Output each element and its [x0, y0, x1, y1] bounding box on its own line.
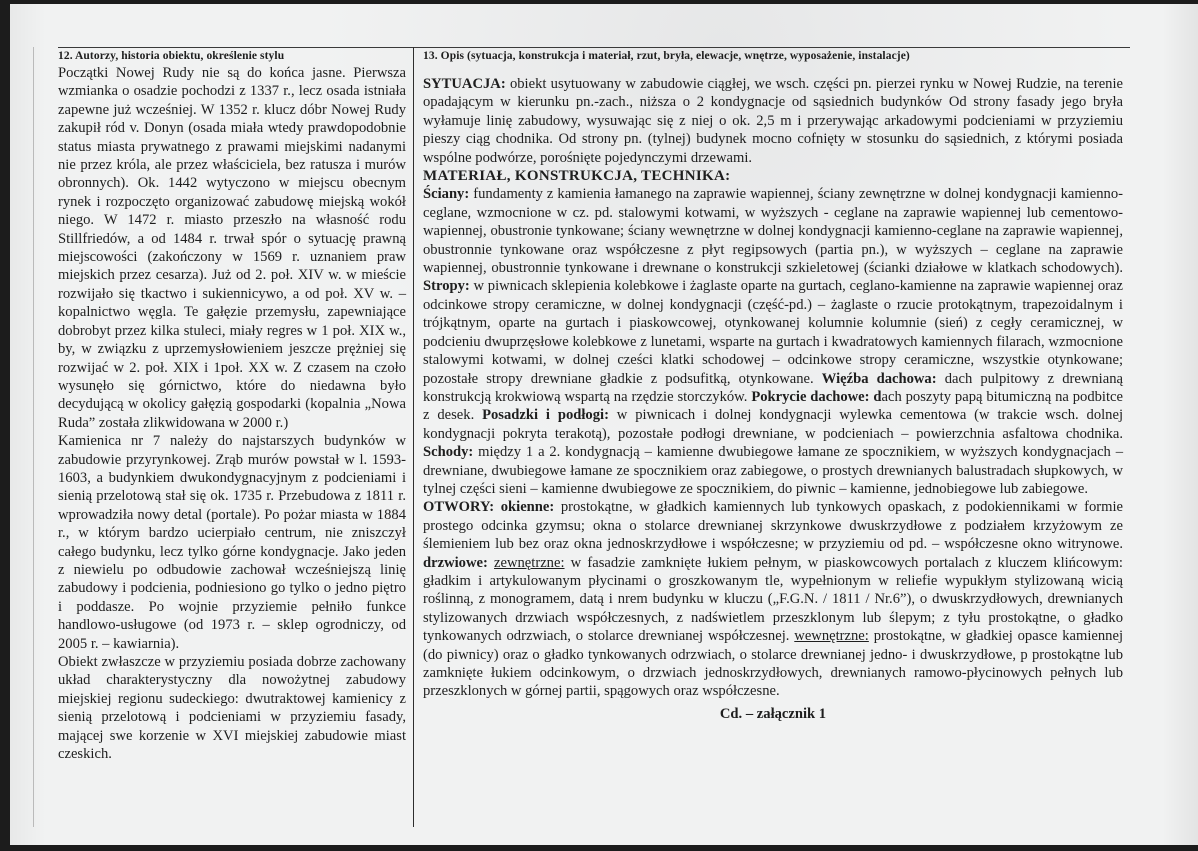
continued-attachment-note: Cd. – załącznik 1	[719, 705, 827, 722]
situation-text: obiekt usytuowany w zabudowie ciągłej, we wsch. części pn. pierzei rynku w Nowej Rudzie, na terenie opadającym w kierunku pn.-zach., niższa o 2 kondygnacje od sąsiednich budynków Od strony fasady jego bryła wyłamuje linię zabudowy, wysuwając się z niej o ok. 2,5 m i przerywając arkadowymi podcieniami w przyziemiu pieszy ciąg chodnika. Od strony pn. (tylnej) budynek mocno cofnięty w stosunku do sąsiednich, z którymi posiada wspólne podwórze, porośnięte pojedynczymi drzewami.	[423, 76, 1123, 166]
ceilings-text: w piwnicach sklepienia kolebkowe i żaglaste oparte na gurtach, ceglano-kamienne na zaprawie wapiennej oraz odcinkowe stropy ceramiczne, w dolnej kondygnacji (część-pd.) – żaglaste o rzucie protokątnym, trapezoidalnym i trójkątnym, oparte na gurtach i piaskowcowej, otynkowanej kolumnie kolumnie (sień) z cegły ceramicznej, w podcieniu dwuprzęsłowe kolebkowe z lunetami, wsparte na gurtach i kwadratowych kamiennych filarach, wzmocnione stalowymi kotwami, w dolnej cześci klatki schodowej – odcinkowe stropy ceramiczne, wszystkie otynkowane; pozostałe stropy drewniane gładkie z podsufitką, otynkowane.	[423, 278, 1123, 387]
doors-label: drzwiowe:	[423, 554, 488, 571]
exterior-doors-text: w fasadzie zamknięte łukiem pełnym, w piaskowcowych portalach z kluczem klińcowym: gładkim i artykulowanym płycinami o groszkowanym tle, wypełnionym w reliefie wypukłym stylizowaną wicią roślinną, z monogramem, datą i nrem budynku w kluczu („F.G.N. / 1811 / Nr.6”), o dwuskrzydłowych, drewnianych stylizowanych drzwiach współczesnych, z nadświetlem przeszklonym lub ślepym; z tyłu prostokątne, o gładko tynkowanych odrzwiach, o stolarce drewnianej współczesnej.	[423, 554, 1123, 645]
walls-label: Ściany:	[423, 186, 470, 203]
section-13-title: 13. Opis (sytuacja, konstrukcja i materiał, rzut, bryła, elewacje, wnętrze, wyposażenie, instalacje)	[423, 50, 910, 62]
section-13-description	[423, 49, 1123, 738]
table-top-border	[58, 47, 1130, 48]
ceilings-label: Stropy:	[423, 278, 470, 295]
section-12-history	[58, 49, 406, 763]
roof-covering-label: Pokrycie dachowe: d	[751, 388, 882, 405]
situation-label: SYTUACJA:	[423, 76, 506, 92]
situation-paragraph	[423, 75, 1123, 167]
interior-doors-text: prostokątne, w gładkiej opasce kamiennej (do piwnicy) oraz o gładko tynkowanych odrzwiach, o stolarce drewnianej jedno- i dwuskrzydłowe, p prostokątne lub zamknięte łukiem odcinkowym, o drzwiach jednoskrzydłowych, drewnianych ramowo-płycinowych pełnych lub przeszklonych w górnej partii, spągowych oraz współczesne.	[423, 628, 1124, 700]
roof-covering-text: ach poszyty papą bitumiczną na podbitce z desek.	[423, 388, 1123, 424]
interior-doors-label: wewnętrzne:	[794, 628, 869, 645]
stairs-label: Schody:	[423, 444, 474, 461]
section-12-title: 12. Autorzy, historia obiektu, określenie stylu	[58, 50, 285, 62]
walls-text: fundamenty z kamienia łamanego na zaprawie wapiennej, ściany zewnętrzne w dolnej kondygnacji kamienno-ceglane, wzmocnione w cz. pd. stalowymi kotwami, w wyższych - ceglane na zaprawie wapiennej lub cementowo-wapiennej, obustronie tynkowane; ściany wewnętrzne w dolnej kondygnacji kamienno-ceglane na zaprawie wapiennej, obustronnie tynkowane oraz współczesne z płyt regipsowych (partia pn.), w wyższych – ceglane na zaprawie wapiennej, obustronnie tynkowane i drewnane o konstrukcji szkieletowej (ścianki działowe w klatkach schodowych).	[423, 186, 1123, 277]
history-paragraph-building: Kamienica nr 7 należy do najstarszych budynków w zabudowie przyrynkowej. Zrąb murów powstał w l. 1593-1603, a budynkiem dwukondygnacyjnym z podcieniami i sienią przelotową stał się ok. 1735 r. Przebudowa z 1811 r. wprowadziła nowy detal (portale). Po pożar miasta w 1884 r., w którym bardzo ucierpiało centrum, nie zniszczył całego budynku, lecz tylko górne kondygnacje. Jako jeden z niewielu po odbudowie zachował wcześniejszą linię zabudowy i podcienia, podniesiono go tylko o jedno piętro i poddasze. Po wojnie przyziemie pełniło funkce handlowo-usługowe (od 1973 r. – sklep ogrodniczy, od 2005 r. – kawiarnia).	[58, 433, 406, 652]
floors-label: Posadzki i podłogi:	[482, 407, 609, 424]
roof-truss-label: Więźba dachowa:	[821, 370, 937, 387]
windows-text: prostokątne, w gładkich kamiennych lub tynkowych opaskach, z podokiennikami w formie prostego odcinka gzymsu; okna o stolarce drewnianej skrzynkowe dwuskrzydłowe z podziałem krzyżowym ze ślemieniem lub bez oraz okna jednoskrzydłowe i współczesne; w przyziemiu od pd. – współczesne okno witrynowe.	[423, 499, 1123, 553]
table-left-border	[33, 47, 34, 827]
floors-text: w piwnicach i dolnej kondygnacji wylewka cementowa (w trakcie wsch. dolnej kondygnacji pokryta terakotą), pozostałe podłogi drewniane, w podcieniach – powierzchnia asfaltowa chodnika.	[423, 407, 1123, 442]
roof-truss-text: dach pulpitowy z drewnianą konstrukcją krokwiową wspartą na rzędzie storczyków.	[423, 370, 1123, 405]
stairs-text: między 1 a 2. kondygnacją – kamienne dwubiegowe łamane ze spocznikiem, w wyższych kondygnacjach – drewniane, dwubiegowe łamane ze spocznikiem oraz zabiegowe, o prostych drewnianych balustradach słupkowych, w tylnej części sieni – kamienne dwubiegowe ze spocznikiem, do piwnic – kamienne, jednobiegowe lub zabiegowe.	[423, 444, 1123, 497]
openings-label: OTWORY:	[423, 499, 495, 516]
column-divider	[413, 47, 414, 827]
openings-paragraph	[423, 498, 1123, 700]
windows-label: okienne:	[494, 499, 555, 516]
spacer	[423, 64, 1123, 75]
scanned-page	[10, 4, 1198, 845]
history-paragraph-style: Obiekt zwłaszcze w przyziemiu posiada dobrze zachowany układ charakterystyczny dla nowożytnej zabudowy miejskiej regionu sudeckiego: dwutraktowej kamienicy z sienią przelotową i podcieniami w przyziemiu fasady, mającej swe korzenie w XVI miejskiej zabudowie miast czeskich.	[58, 654, 406, 763]
exterior-doors-label: zewnętrzne:	[494, 554, 565, 571]
material-heading: MATERIAŁ, KONSTRUKCJA, TECHNIKA:	[423, 168, 731, 185]
construction-paragraph	[423, 185, 1123, 498]
history-paragraph-town: Początki Nowej Rudy nie są do końca jasne. Pierwsza wzmianka o osadzie pochodzi z 1337 r., lecz osada istniała zapewne już wcześniej. W 1352 r. klucz dóbr Nowej Rudy zakupił ród v. Donyn (osada miała wtedy prawdopodobnie status miasta prywatnego z prawami miejskimi nadanymi nie przez króla, ale przez właściciela, bez ratusza i murów obronnych). Ok. 1442 wytyczono w miejscu obecnym rynek i rozpoczęto organizować zabudowę miejską wokół niego. W 1472 r. miasto przeszło na własność rodu Stillfriedów, a od 1484 r. trwał spór o sytuację prawną miejscowości (zakończony w 1569 r. uznaniem praw miejskich przez cesarza). Już od 2. poł. XIV w. w mieście rozwijało się tkactwo i sukiennicywo, a od poł. XV w. – kopalnictwo węgla. Te gałęzie przemysłu, zapewniające dobrobyt przez kilka stuleci, miały regres w 1 poł. XIX w., by, w związku z uprzemysłowieniem jeszcze prężniej się rozwijać w 2. poł. XIX i 1poł. XX w. Z czasem na czoło wysunęło się górnictwo, które do niedawna było decydującą w okolicy gałęzią gospodarki (kopalnia „Nowa Ruda” została zlikwidowana w 2000 r.)	[58, 65, 406, 431]
